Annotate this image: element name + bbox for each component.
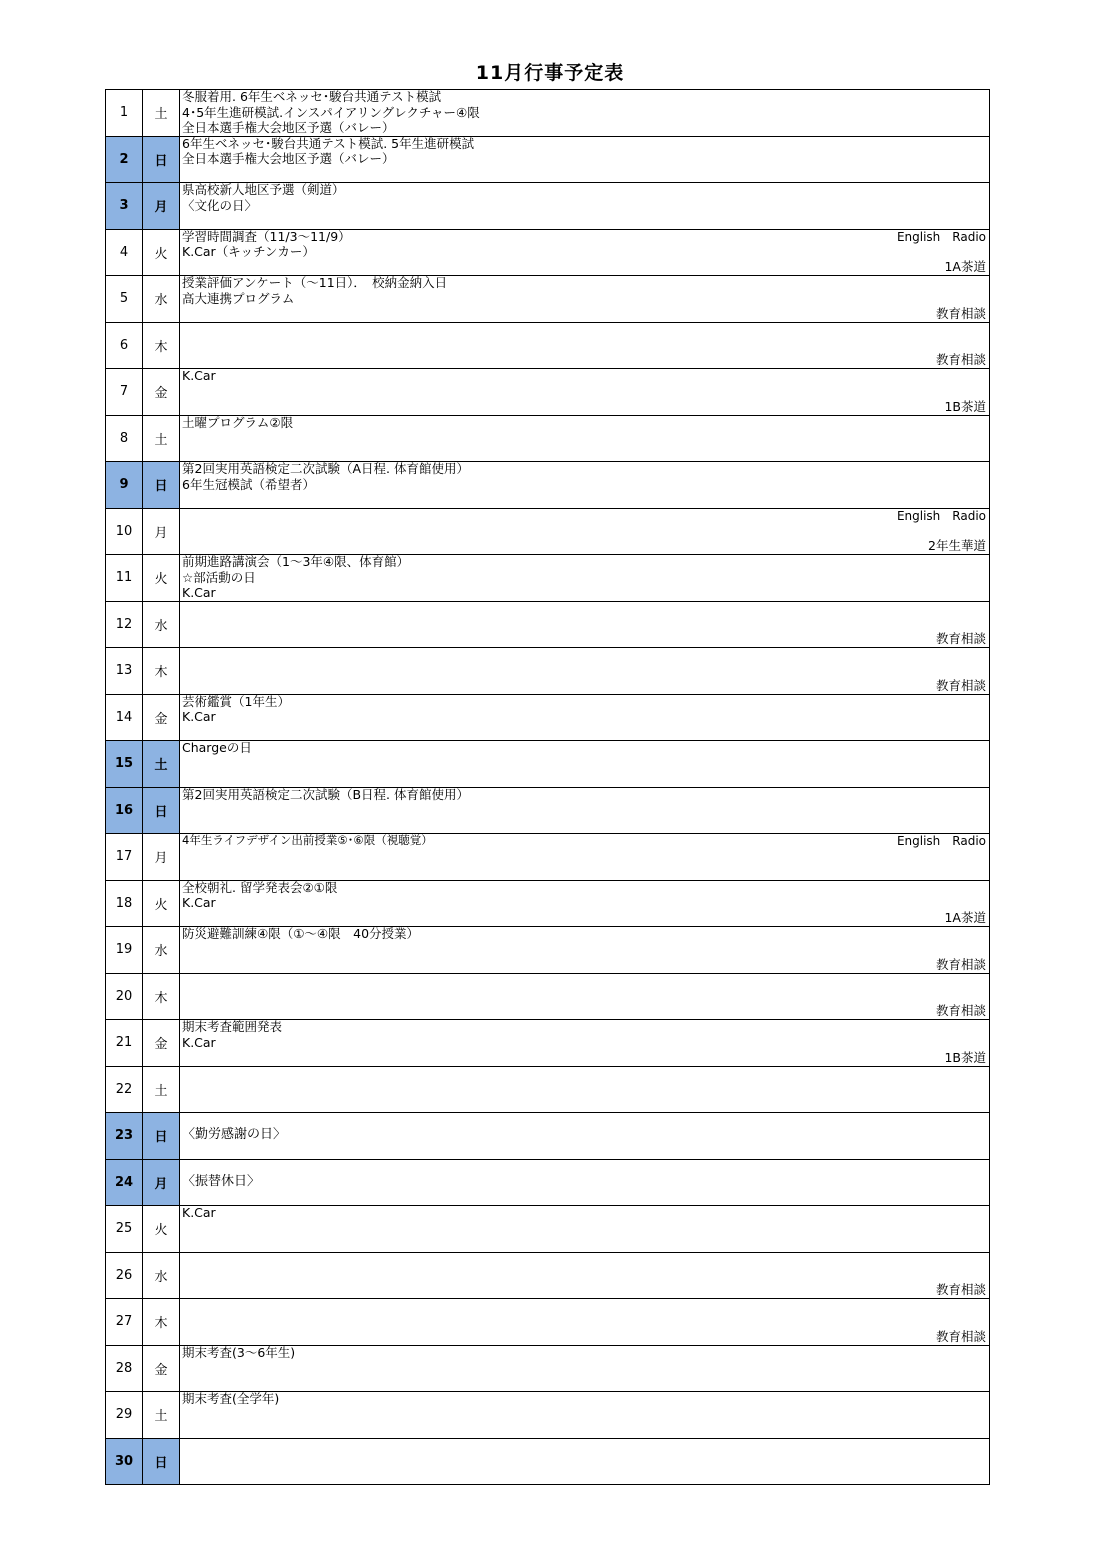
note-bottom-right: 2年生華道: [928, 538, 986, 553]
event-line: K.Car: [182, 585, 216, 600]
day-cell: 24: [106, 1159, 143, 1206]
event-line: 4･5年生進研模試.インスパイアリングレクチャー④限: [182, 104, 480, 120]
event-line: K.Car（キッチンカー）: [182, 244, 315, 259]
note-bottom-right: 1B茶道: [944, 398, 986, 414]
event-line: 第2回実用英語検定二次試験（B日程. 体育館使用）: [182, 786, 469, 802]
event-line: 授業評価アンケート（～11日）． 校納金納入日: [182, 275, 448, 290]
weekday-cell: 月: [143, 508, 180, 555]
weekday-cell: 金: [143, 694, 180, 741]
day-cell: 21: [106, 1020, 143, 1067]
weekday-cell: 金: [143, 1020, 180, 1067]
schedule-row: [106, 508, 990, 555]
events-cell: [180, 927, 990, 974]
day-cell: 22: [106, 1066, 143, 1113]
schedule-row: [106, 555, 990, 602]
event-line: 防災避難訓練④限（①～④限 40分授業）: [182, 926, 420, 941]
day-cell: 7: [106, 369, 143, 416]
events-cell: [180, 741, 990, 788]
weekday-cell: 日: [143, 1113, 180, 1160]
events-cell: [180, 1252, 990, 1299]
weekday-cell: 火: [143, 229, 180, 276]
event-line: 全校朝礼. 留学発表会②①限: [182, 879, 338, 895]
schedule-row: [106, 1345, 990, 1392]
schedule-row: [106, 276, 990, 323]
day-cell: 9: [106, 462, 143, 509]
day-cell: 13: [106, 648, 143, 695]
weekday-cell: 月: [143, 183, 180, 230]
event-line: K.Car: [182, 1205, 216, 1220]
schedule-row: [106, 787, 990, 834]
weekday-cell: 月: [143, 1159, 180, 1206]
note-bottom-right: 1A茶道: [944, 259, 986, 274]
weekday-cell: 日: [143, 787, 180, 834]
events-cell: [180, 183, 990, 230]
event-line: 〈振替休日〉: [182, 1173, 261, 1189]
page-title: 11月行事予定表: [475, 62, 625, 84]
schedule-row: [106, 1113, 990, 1160]
events-cell: [180, 508, 990, 555]
day-cell: 4: [106, 229, 143, 276]
schedule-row: [106, 322, 990, 369]
events-cell: [180, 1206, 990, 1253]
events-cell: [180, 1020, 990, 1067]
schedule-body: [106, 90, 990, 1485]
event-line: ☆部活動の日: [182, 569, 256, 585]
events-cell: [180, 648, 990, 695]
note-bottom-right: 教育相談: [935, 305, 986, 321]
schedule-row: [106, 694, 990, 741]
schedule-row: [106, 229, 990, 276]
event-line: 4年生ライフデザイン出前授業⑤･⑥限（視聴覚）: [182, 833, 433, 847]
weekday-cell: 水: [143, 1252, 180, 1299]
schedule-row: [106, 1206, 990, 1253]
day-cell: 5: [106, 276, 143, 323]
event-line: 6年生ベネッセ･駿台共通テスト模試. 5年生進研模試: [182, 135, 475, 151]
note-top-right: English Radio: [896, 229, 986, 244]
events-cell: [180, 415, 990, 462]
schedule-row: [106, 1159, 990, 1206]
schedule-row: [106, 927, 990, 974]
schedule-row: [106, 415, 990, 462]
schedule-row: [106, 1066, 990, 1113]
events-cell: [180, 694, 990, 741]
day-cell: 2: [106, 136, 143, 183]
events-cell: [180, 462, 990, 509]
note-bottom-right: 1B茶道: [944, 1049, 986, 1065]
weekday-cell: 月: [143, 834, 180, 881]
weekday-cell: 水: [143, 927, 180, 974]
schedule-row: [106, 1392, 990, 1439]
day-cell: 20: [106, 973, 143, 1020]
weekday-cell: 日: [143, 136, 180, 183]
weekday-cell: 水: [143, 601, 180, 648]
note-bottom-right: 教育相談: [935, 1003, 986, 1018]
schedule-row: [106, 369, 990, 416]
day-cell: 8: [106, 415, 143, 462]
events-cell: [180, 973, 990, 1020]
events-cell: [180, 369, 990, 416]
event-line: Chargeの日: [182, 740, 252, 755]
events-cell: [180, 601, 990, 648]
event-line: 高大連携プログラム: [182, 290, 295, 306]
event-line: 第2回実用英語検定二次試験（A日程. 体育館使用）: [182, 461, 469, 476]
events-cell: [180, 1299, 990, 1346]
weekday-cell: 土: [143, 90, 180, 137]
schedule-row: [106, 90, 990, 137]
weekday-cell: 土: [143, 415, 180, 462]
event-line: K.Car: [182, 368, 216, 383]
day-cell: 26: [106, 1252, 143, 1299]
note-bottom-right: 教育相談: [935, 352, 986, 367]
note-bottom-right: 教育相談: [935, 677, 986, 693]
weekday-cell: 土: [143, 1392, 180, 1439]
schedule-row: [106, 136, 990, 183]
day-cell: 10: [106, 508, 143, 555]
weekday-cell: 金: [143, 1345, 180, 1392]
weekday-cell: 日: [143, 1438, 180, 1485]
day-cell: 14: [106, 694, 143, 741]
schedule-row: [106, 1299, 990, 1346]
schedule-row: [106, 834, 990, 881]
event-line: K.Car: [182, 1034, 216, 1050]
day-cell: 25: [106, 1206, 143, 1253]
weekday-cell: 火: [143, 555, 180, 602]
events-cell: [180, 1113, 990, 1160]
day-cell: 11: [106, 555, 143, 602]
day-cell: 19: [106, 927, 143, 974]
weekday-cell: 土: [143, 741, 180, 788]
event-line: 期末考査(3～6年生): [182, 1344, 296, 1360]
day-cell: 17: [106, 834, 143, 881]
day-cell: 6: [106, 322, 143, 369]
note-bottom-right: 教育相談: [935, 1282, 986, 1297]
weekday-cell: 土: [143, 1066, 180, 1113]
schedule-row: [106, 648, 990, 695]
events-cell: [180, 276, 990, 323]
event-line: 全日本選手権大会地区予選（バレー）: [182, 120, 395, 135]
day-cell: 29: [106, 1392, 143, 1439]
event-line: 期末考査範囲発表: [182, 1019, 283, 1034]
note-bottom-right: 教育相談: [935, 631, 986, 646]
weekday-cell: 日: [143, 462, 180, 509]
event-line: 期末考査(全学年): [182, 1391, 280, 1406]
schedule-row: [106, 1252, 990, 1299]
weekday-cell: 火: [143, 880, 180, 927]
day-cell: 1: [106, 90, 143, 137]
weekday-cell: 火: [143, 1206, 180, 1253]
events-cell: [180, 787, 990, 834]
day-cell: 23: [106, 1113, 143, 1160]
schedule-table: [105, 89, 990, 1485]
note-top-right: English Radio: [896, 508, 986, 523]
events-cell: [180, 1438, 990, 1485]
events-cell: [180, 555, 990, 602]
event-line: K.Car: [182, 709, 216, 724]
day-cell: 18: [106, 880, 143, 927]
events-cell: [180, 1392, 990, 1439]
event-line: 学習時間調査（11/3～11/9）: [182, 228, 351, 244]
day-cell: 15: [106, 741, 143, 788]
weekday-cell: 木: [143, 322, 180, 369]
day-cell: 12: [106, 601, 143, 648]
schedule-row: [106, 183, 990, 230]
weekday-cell: 金: [143, 369, 180, 416]
note-bottom-right: 教育相談: [935, 1328, 986, 1344]
weekday-cell: 水: [143, 276, 180, 323]
events-cell: [180, 1066, 990, 1113]
day-cell: 3: [106, 183, 143, 230]
day-cell: 30: [106, 1438, 143, 1485]
event-line: K.Car: [182, 895, 216, 910]
event-line: 県高校新人地区予選（剣道）: [182, 182, 345, 197]
events-cell: [180, 229, 990, 276]
schedule-row: [106, 1020, 990, 1067]
events-cell: [180, 90, 990, 137]
events-cell: [180, 322, 990, 369]
schedule-row: [106, 741, 990, 788]
schedule-row: [106, 880, 990, 927]
events-cell: [180, 1345, 990, 1392]
note-bottom-right: 1A茶道: [944, 910, 986, 925]
event-line: 冬服着用. 6年生ベネッセ･駿台共通テスト模試: [182, 89, 442, 104]
events-cell: [180, 834, 990, 881]
note-top-right: English Radio: [896, 834, 986, 848]
event-line: 前期進路講演会（1～3年④限、体育館）: [182, 554, 410, 569]
event-line: 土曜プログラム②限: [182, 414, 294, 430]
schedule-row: [106, 1438, 990, 1485]
events-cell: [180, 136, 990, 183]
event-line: 〈勤労感謝の日〉: [182, 1127, 287, 1142]
schedule-row: [106, 973, 990, 1020]
schedule-row: [106, 601, 990, 648]
schedule-row: [106, 462, 990, 509]
weekday-cell: 木: [143, 973, 180, 1020]
day-cell: 27: [106, 1299, 143, 1346]
weekday-cell: 木: [143, 648, 180, 695]
events-cell: [180, 1159, 990, 1206]
events-cell: [180, 880, 990, 927]
event-line: 〈文化の日〉: [182, 197, 258, 213]
day-cell: 16: [106, 787, 143, 834]
note-bottom-right: 教育相談: [935, 956, 986, 972]
day-cell: 28: [106, 1345, 143, 1392]
weekday-cell: 木: [143, 1299, 180, 1346]
event-line: 6年生冠模試（希望者）: [182, 476, 315, 492]
event-line: 全日本選手権大会地区予選（バレー）: [182, 151, 395, 166]
event-line: 芸術鑑賞（1年生）: [182, 693, 290, 709]
